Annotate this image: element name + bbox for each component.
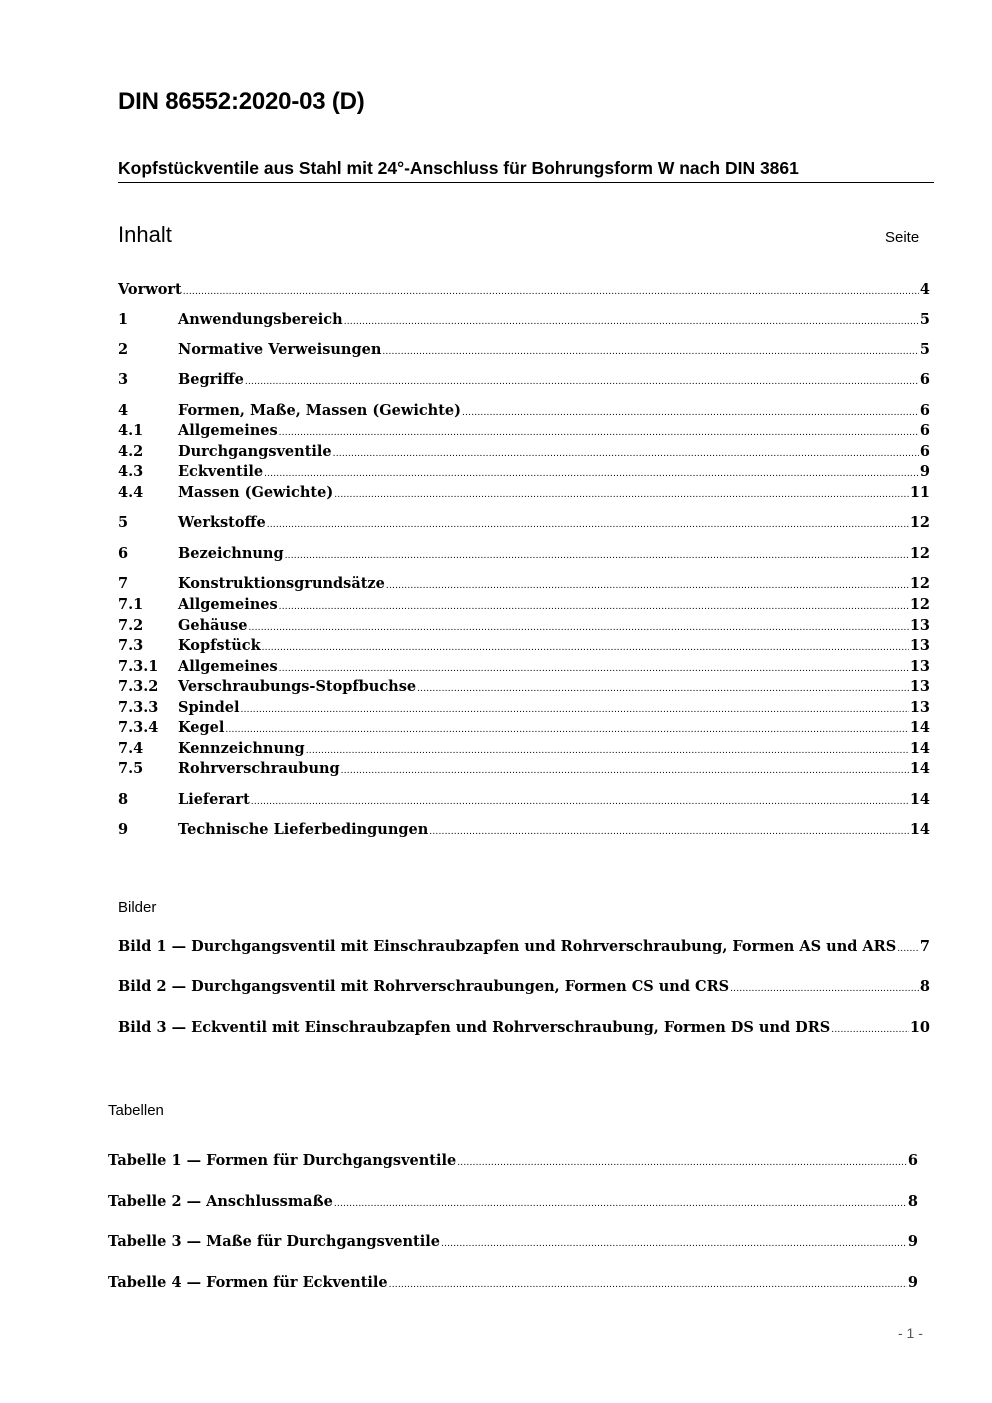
figure-entry-1[interactable]	[118, 938, 930, 955]
leader-dots	[241, 700, 909, 716]
leader-dots	[245, 372, 919, 388]
toc-heading: Inhalt	[118, 222, 172, 247]
leader-dots	[386, 576, 909, 592]
toc-entry-7-2[interactable]	[118, 617, 930, 634]
toc-entry-4-4[interactable]	[118, 484, 930, 501]
toc-entry-number: 5	[118, 514, 129, 531]
leader-dots	[285, 546, 909, 562]
figure-entry-title: Bild 1 — Durchgangsventil mit Einschraubzapfen und Rohrverschraubung, Formen AS und ARS	[118, 938, 897, 955]
leader-dots	[279, 597, 909, 613]
toc-entry-7[interactable]	[118, 575, 930, 592]
leader-dots	[429, 822, 909, 838]
toc-entry-7-3-1[interactable]	[118, 658, 930, 675]
toc-entry-6[interactable]	[118, 545, 930, 562]
toc-entry-9[interactable]	[118, 821, 930, 838]
toc-entry-number: 8	[118, 791, 129, 808]
toc-entry-title: Begriffe	[178, 371, 244, 388]
toc-entry-page: 12	[909, 514, 930, 531]
table-entry-title: Tabelle 4 — Formen für Eckventile	[108, 1274, 388, 1291]
leader-dots	[389, 1275, 907, 1291]
leader-dots	[382, 342, 919, 358]
toc-entry-3[interactable]	[118, 371, 930, 388]
toc-entry-title: Allgemeines	[178, 422, 278, 439]
leader-dots	[279, 423, 919, 439]
table-entry-title: Tabelle 1 — Formen für Durchgangsventile	[108, 1152, 457, 1169]
toc-entry-page: 13	[909, 699, 930, 716]
toc-entry-page: 13	[909, 658, 930, 675]
toc-entry-number: 7	[118, 575, 129, 592]
toc-entry-page: 14	[909, 740, 930, 757]
toc-entry-page: 14	[909, 760, 930, 777]
toc-entry-7-3[interactable]	[118, 637, 930, 654]
toc-entry-title: Eckventile	[178, 463, 264, 480]
tables-heading: Tabellen	[108, 1102, 164, 1119]
table-entry-title: Tabelle 2 — Anschlussmaße	[108, 1193, 333, 1210]
leader-dots	[251, 792, 909, 808]
toc-entry-title: Durchgangsventile	[178, 443, 332, 460]
toc-entry-page: 4	[919, 281, 930, 298]
toc-entry-number: 7.3.2	[118, 678, 159, 695]
toc-entry-number: 7.3.1	[118, 658, 159, 675]
toc-entry-title: Anwendungsbereich	[178, 311, 343, 328]
toc-entry-page: 14	[909, 719, 930, 736]
figure-entry-title: Bild 3 — Eckventil mit Einschraubzapfen und Rohrverschraubung, Formen DS und DRS	[118, 1019, 831, 1036]
toc-entry-number: 7.4	[118, 740, 144, 757]
toc-entry-number: 7.3	[118, 637, 144, 654]
toc-entry-page: 13	[909, 617, 930, 634]
toc-entry-title: Verschraubungs-Stopfbuchse	[178, 678, 417, 695]
toc-entry-number: 6	[118, 545, 129, 562]
toc-entry-number: 4.1	[118, 422, 144, 439]
toc-entry-4-2[interactable]	[118, 443, 930, 460]
toc-entry-title: Allgemeines	[178, 658, 278, 675]
toc-entry-title: Allgemeines	[178, 596, 278, 613]
figures-heading: Bilder	[118, 899, 157, 916]
leader-dots	[333, 444, 919, 460]
toc-entry-number: 4	[118, 402, 129, 419]
leader-dots	[306, 741, 909, 757]
toc-entry-page: 6	[919, 422, 930, 439]
leader-dots	[831, 1020, 909, 1036]
table-entry-4[interactable]	[108, 1274, 918, 1291]
table-entry-page: 8	[907, 1193, 918, 1210]
toc-entry-title: Kopfstück	[178, 637, 261, 654]
toc-entry-title: Kennzeichnung	[178, 740, 305, 757]
toc-entry-page: 13	[909, 678, 930, 695]
toc-entry-4-3[interactable]	[118, 463, 930, 480]
toc-entry-title: Lieferart	[178, 791, 250, 808]
leader-dots	[264, 464, 919, 480]
toc-entry-page: 14	[909, 821, 930, 838]
table-entry-1[interactable]	[108, 1152, 918, 1169]
leader-dots	[462, 403, 919, 419]
leader-dots	[897, 939, 919, 955]
toc-entry-title: Bezeichnung	[178, 545, 284, 562]
toc-entry-page: 12	[909, 575, 930, 592]
toc-entry-title: Vorwort	[118, 281, 182, 298]
document-title: DIN 86552:2020-03 (D)	[118, 88, 365, 115]
table-entry-2[interactable]	[108, 1193, 918, 1210]
toc-entry-number: 7.2	[118, 617, 144, 634]
leader-dots	[183, 282, 919, 298]
toc-entry-title: Werkstoffe	[178, 514, 266, 531]
toc-entry-number: 7.5	[118, 760, 144, 777]
toc-entry-number: 4.4	[118, 484, 144, 501]
leader-dots	[344, 312, 919, 328]
toc-entry-number: 3	[118, 371, 129, 388]
toc-entry-title: Gehäuse	[178, 617, 248, 634]
toc-entry-title: Konstruktionsgrundsätze	[178, 575, 385, 592]
toc-entry-title: Spindel	[178, 699, 240, 716]
leader-dots	[341, 761, 909, 777]
toc-page-column-header: Seite	[885, 229, 920, 246]
figure-entry-page: 10	[909, 1019, 930, 1036]
figure-entry-title: Bild 2 — Durchgangsventil mit Rohrverschraubungen, Formen CS und CRS	[118, 978, 730, 995]
toc-entry-7-3-3[interactable]	[118, 699, 930, 716]
figure-entry-3[interactable]	[118, 1019, 930, 1036]
toc-entry-7-1[interactable]	[118, 596, 930, 613]
toc-entry-page: 12	[909, 596, 930, 613]
leader-dots	[334, 1194, 907, 1210]
toc-entry-8[interactable]	[118, 791, 930, 808]
toc-entry-5[interactable]	[118, 514, 930, 531]
leader-dots	[457, 1153, 907, 1169]
figure-entry-page: 8	[919, 978, 930, 995]
toc-entry-title: Kegel	[178, 719, 225, 736]
subtitle-divider	[118, 182, 934, 183]
toc-entry-page: 13	[909, 637, 930, 654]
toc-entry-7-4[interactable]	[118, 740, 930, 757]
page-number: - 1 -	[898, 1325, 923, 1341]
toc-entry-7-3-4[interactable]	[118, 719, 930, 736]
leader-dots	[334, 485, 909, 501]
toc-entry-page: 6	[919, 402, 930, 419]
toc-entry-7-5[interactable]	[118, 760, 930, 777]
toc-entry-number: 1	[118, 311, 129, 328]
toc-entry-number: 2	[118, 341, 129, 358]
toc-entry-4[interactable]	[118, 402, 930, 419]
toc-entry-number: 9	[118, 821, 129, 838]
toc-entry-page: 14	[909, 791, 930, 808]
leader-dots	[417, 679, 909, 695]
toc-entry-page: 9	[919, 463, 930, 480]
leader-dots	[730, 979, 919, 995]
figure-entry-page: 7	[919, 938, 930, 955]
toc-entry-title: Rohrverschraubung	[178, 760, 340, 777]
leader-dots	[267, 515, 909, 531]
toc-entry-vorwort[interactable]	[118, 281, 930, 298]
toc-entry-4-1[interactable]	[118, 422, 930, 439]
toc-entry-page: 5	[919, 311, 930, 328]
figure-entry-2[interactable]	[118, 978, 930, 995]
toc-entry-number: 4.3	[118, 463, 144, 480]
toc-entry-number: 7.3.4	[118, 719, 159, 736]
toc-entry-2[interactable]	[118, 341, 930, 358]
table-entry-page: 6	[907, 1152, 918, 1169]
table-entry-3[interactable]	[108, 1233, 918, 1250]
toc-entry-number: 4.2	[118, 443, 144, 460]
toc-entry-number: 7.3.3	[118, 699, 159, 716]
toc-entry-page: 11	[909, 484, 930, 501]
toc-entry-title: Massen (Gewichte)	[178, 484, 334, 501]
leader-dots	[279, 659, 909, 675]
leader-dots	[225, 720, 908, 736]
table-entry-page: 9	[907, 1233, 918, 1250]
table-entry-title: Tabelle 3 — Maße für Durchgangsventile	[108, 1233, 440, 1250]
toc-entry-page: 5	[919, 341, 930, 358]
toc-entry-title: Formen, Maße, Massen (Gewichte)	[178, 402, 462, 419]
toc-entry-1[interactable]	[118, 311, 930, 328]
toc-entry-page: 6	[919, 443, 930, 460]
leader-dots	[262, 638, 909, 654]
toc-entry-title: Technische Lieferbedingungen	[178, 821, 429, 838]
leader-dots	[441, 1234, 907, 1250]
document-subtitle: Kopfstückventile aus Stahl mit 24°-Anschluss für Bohrungsform W nach DIN 3861	[118, 158, 799, 178]
toc-entry-number: 7.1	[118, 596, 144, 613]
leader-dots	[248, 618, 908, 634]
table-entry-page: 9	[907, 1274, 918, 1291]
toc-entry-7-3-2[interactable]	[118, 678, 930, 695]
toc-entry-page: 6	[919, 371, 930, 388]
toc-entry-page: 12	[909, 545, 930, 562]
toc-entry-title: Normative Verweisungen	[178, 341, 382, 358]
